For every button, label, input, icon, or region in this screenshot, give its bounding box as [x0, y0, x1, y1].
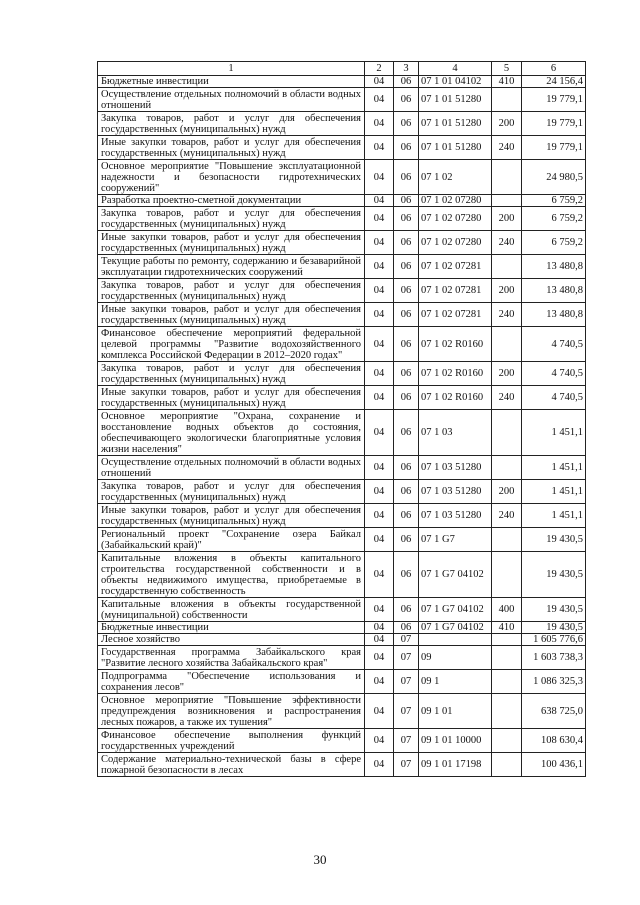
table-row: [98, 552, 586, 598]
section-code: 04: [365, 160, 394, 195]
table-row: [98, 729, 586, 753]
target-article-code: [419, 634, 492, 646]
item-name: Закупка товаров, работ и услуг для обеспечения государственных (муниципальных) нужд: [101, 112, 361, 135]
section-code: 04: [365, 136, 394, 160]
amount: 4 740,5: [522, 362, 586, 386]
column-header: 5: [492, 62, 522, 76]
column-header: 3: [394, 62, 419, 76]
subsection-code: 06: [394, 386, 419, 410]
section-code: 04: [365, 670, 394, 694]
amount: 13 480,8: [522, 255, 586, 279]
cell-item-name: [98, 303, 365, 327]
subsection-code: 06: [394, 231, 419, 255]
section-code: 04: [365, 195, 394, 207]
item-name: Основное мероприятие "Охрана, сохранение и восстановление водных объектов до состояния, обеспечивающего экологически благоприятные условия жизни населения": [101, 410, 361, 455]
target-article-code: 07 1 03 51280: [419, 456, 492, 480]
amount: 108 630,4: [522, 729, 586, 753]
item-name: Содержание материально-технической базы в сфере пожарной безопасности в лесах: [101, 753, 361, 776]
expense-type-code: [492, 694, 522, 729]
cell-item-name: [98, 753, 365, 777]
subsection-code: 06: [394, 88, 419, 112]
expense-type-code: [492, 410, 522, 456]
item-name: Осуществление отдельных полномочий в области водных отношений: [101, 88, 361, 111]
subsection-code: 06: [394, 410, 419, 456]
section-code: 04: [365, 255, 394, 279]
amount: 19 779,1: [522, 88, 586, 112]
subsection-code: 06: [394, 255, 419, 279]
column-header: 2: [365, 62, 394, 76]
item-name: Иные закупки товаров, работ и услуг для обеспечения государственных (муниципальных) нужд: [101, 231, 361, 254]
cell-item-name: [98, 694, 365, 729]
table-row: [98, 136, 586, 160]
section-code: 04: [365, 694, 394, 729]
expense-type-code: 240: [492, 231, 522, 255]
table-row: [98, 160, 586, 195]
section-code: 04: [365, 646, 394, 670]
section-code: 04: [365, 456, 394, 480]
expense-type-code: 240: [492, 136, 522, 160]
table-row: [98, 480, 586, 504]
subsection-code: 06: [394, 76, 419, 88]
item-name: Основное мероприятие "Повышение эффективности предупреждения возникновения и распространения лесных пожаров, а также их тушения": [101, 694, 361, 728]
expense-type-code: [492, 160, 522, 195]
amount: 19 430,5: [522, 598, 586, 622]
target-article-code: 07 1 G7 04102: [419, 622, 492, 634]
amount: 24 156,4: [522, 76, 586, 88]
cell-item-name: [98, 480, 365, 504]
section-code: 04: [365, 552, 394, 598]
cell-item-name: [98, 279, 365, 303]
subsection-code: 07: [394, 753, 419, 777]
column-header: 1: [98, 62, 365, 76]
cell-item-name: [98, 255, 365, 279]
cell-item-name: [98, 528, 365, 552]
item-name: Лесное хозяйство: [101, 634, 180, 645]
target-article-code: 09: [419, 646, 492, 670]
expense-type-code: [492, 88, 522, 112]
subsection-code: 06: [394, 622, 419, 634]
table-row: [98, 456, 586, 480]
subsection-code: 07: [394, 729, 419, 753]
target-article-code: 07 1 02 R0160: [419, 362, 492, 386]
subsection-code: 06: [394, 598, 419, 622]
subsection-code: 06: [394, 195, 419, 207]
subsection-code: 07: [394, 694, 419, 729]
item-name: Иные закупки товаров, работ и услуг для обеспечения государственных (муниципальных) нужд: [101, 303, 361, 326]
item-name: Текущие работы по ремонту, содержанию и безаварийной эксплуатации гидротехнических сооружений: [101, 255, 361, 278]
expense-type-code: 410: [492, 622, 522, 634]
target-article-code: 07 1 03 51280: [419, 480, 492, 504]
amount: 1 451,1: [522, 410, 586, 456]
target-article-code: 07 1 G7 04102: [419, 552, 492, 598]
cell-item-name: [98, 552, 365, 598]
section-code: 04: [365, 76, 394, 88]
expense-type-code: 200: [492, 480, 522, 504]
subsection-code: 06: [394, 504, 419, 528]
table-row: [98, 76, 586, 88]
item-name: Государственная программа Забайкальского края "Развитие лесного хозяйства Забайкальского края": [101, 646, 361, 669]
table-row: [98, 386, 586, 410]
target-article-code: 07 1 02 07280: [419, 231, 492, 255]
item-name: Иные закупки товаров, работ и услуг для обеспечения государственных (муниципальных) нужд: [101, 136, 361, 159]
expense-type-code: 200: [492, 207, 522, 231]
table-row: [98, 504, 586, 528]
section-code: 04: [365, 753, 394, 777]
cell-item-name: [98, 622, 365, 634]
amount: 4 740,5: [522, 386, 586, 410]
table-row: [98, 112, 586, 136]
expense-type-code: [492, 528, 522, 552]
expense-type-code: [492, 729, 522, 753]
table-row: [98, 598, 586, 622]
item-name: Иные закупки товаров, работ и услуг для обеспечения государственных (муниципальных) нужд: [101, 386, 361, 409]
section-code: 04: [365, 279, 394, 303]
amount: 19 430,5: [522, 552, 586, 598]
target-article-code: 09 1 01: [419, 694, 492, 729]
cell-item-name: [98, 634, 365, 646]
target-article-code: 07 1 02 07281: [419, 279, 492, 303]
expense-type-code: [492, 195, 522, 207]
amount: 6 759,2: [522, 207, 586, 231]
amount: 1 451,1: [522, 480, 586, 504]
item-name: Иные закупки товаров, работ и услуг для обеспечения государственных (муниципальных) нужд: [101, 504, 361, 527]
table-row: [98, 279, 586, 303]
section-code: 04: [365, 231, 394, 255]
subsection-code: 06: [394, 362, 419, 386]
table-row: [98, 528, 586, 552]
budget-table: [97, 61, 586, 777]
cell-item-name: [98, 410, 365, 456]
target-article-code: 07 1 02 07280: [419, 195, 492, 207]
subsection-code: 06: [394, 160, 419, 195]
subsection-code: 06: [394, 456, 419, 480]
table-row: [98, 634, 586, 646]
expense-type-code: 200: [492, 112, 522, 136]
section-code: 04: [365, 504, 394, 528]
expense-type-code: 400: [492, 598, 522, 622]
amount: 100 436,1: [522, 753, 586, 777]
expense-type-code: 240: [492, 386, 522, 410]
item-name: Региональный проект "Сохранение озера Байкал (Забайкальский край)": [101, 528, 361, 551]
subsection-code: 06: [394, 303, 419, 327]
target-article-code: 09 1 01 17198: [419, 753, 492, 777]
amount: 638 725,0: [522, 694, 586, 729]
item-name: Закупка товаров, работ и услуг для обеспечения государственных (муниципальных) нужд: [101, 207, 361, 230]
amount: 24 980,5: [522, 160, 586, 195]
cell-item-name: [98, 195, 365, 207]
target-article-code: 07 1 01 51280: [419, 88, 492, 112]
expense-type-code: [492, 327, 522, 362]
section-code: 04: [365, 327, 394, 362]
amount: 19 430,5: [522, 622, 586, 634]
section-code: 04: [365, 303, 394, 327]
item-name: Основное мероприятие "Повышение эксплуатационной надежности и безопасности гидротехнических сооружений": [101, 160, 361, 194]
expense-type-code: 240: [492, 504, 522, 528]
target-article-code: 07 1 01 04102: [419, 76, 492, 88]
target-article-code: 07 1 02 R0160: [419, 386, 492, 410]
column-number-row: [98, 62, 586, 76]
table-row: [98, 694, 586, 729]
item-name: Бюджетные инвестиции: [101, 76, 209, 87]
cell-item-name: [98, 729, 365, 753]
amount: 19 779,1: [522, 112, 586, 136]
cell-item-name: [98, 136, 365, 160]
target-article-code: 07 1 02: [419, 160, 492, 195]
expense-type-code: 200: [492, 279, 522, 303]
target-article-code: 07 1 G7 04102: [419, 598, 492, 622]
table-row: [98, 362, 586, 386]
item-name: Разработка проектно-сметной документации: [101, 195, 302, 206]
item-name: Подпрограмма "Обеспечение использования и сохранения лесов": [101, 670, 361, 693]
amount: 1 086 325,3: [522, 670, 586, 694]
section-code: 04: [365, 634, 394, 646]
item-name: Осуществление отдельных полномочий в области водных отношений: [101, 456, 361, 479]
subsection-code: 06: [394, 112, 419, 136]
target-article-code: 07 1 G7: [419, 528, 492, 552]
table-row: [98, 670, 586, 694]
target-article-code: 07 1 03: [419, 410, 492, 456]
amount: 6 759,2: [522, 231, 586, 255]
amount: 6 759,2: [522, 195, 586, 207]
amount: 13 480,8: [522, 303, 586, 327]
amount: 1 603 738,3: [522, 646, 586, 670]
target-article-code: 09 1: [419, 670, 492, 694]
item-name: Капитальные вложения в объекты государственной (муниципальной) собственности: [101, 598, 361, 621]
item-name: Бюджетные инвестиции: [101, 622, 209, 633]
section-code: 04: [365, 410, 394, 456]
amount: 19 779,1: [522, 136, 586, 160]
item-name: Финансовое обеспечение мероприятий федеральной целевой программы "Развитие водохозяйственного комплекса Российской Федерации в 2012–2020 годах": [101, 327, 361, 361]
expense-type-code: [492, 255, 522, 279]
section-code: 04: [365, 729, 394, 753]
section-code: 04: [365, 622, 394, 634]
amount: 13 480,8: [522, 279, 586, 303]
cell-item-name: [98, 160, 365, 195]
target-article-code: 07 1 02 07280: [419, 207, 492, 231]
cell-item-name: [98, 207, 365, 231]
column-header: 4: [419, 62, 492, 76]
cell-item-name: [98, 504, 365, 528]
amount: 19 430,5: [522, 528, 586, 552]
item-name: Капитальные вложения в объекты капитального строительства государственной собственности и в объекты недвижимого имущества, приобретаемые в государственную собственность: [101, 552, 361, 597]
expense-type-code: 410: [492, 76, 522, 88]
table-row: [98, 231, 586, 255]
table-row: [98, 622, 586, 634]
subsection-code: 07: [394, 646, 419, 670]
section-code: 04: [365, 112, 394, 136]
item-name: Закупка товаров, работ и услуг для обеспечения государственных (муниципальных) нужд: [101, 279, 361, 302]
page-number: 30: [313, 852, 327, 867]
column-header: 6: [522, 62, 586, 76]
amount: 1 451,1: [522, 456, 586, 480]
section-code: 04: [365, 480, 394, 504]
section-code: 04: [365, 386, 394, 410]
table-row: [98, 255, 586, 279]
table-row: [98, 753, 586, 777]
expense-type-code: [492, 552, 522, 598]
table-row: [98, 195, 586, 207]
expense-type-code: [492, 456, 522, 480]
cell-item-name: [98, 646, 365, 670]
cell-item-name: [98, 386, 365, 410]
amount: 4 740,5: [522, 327, 586, 362]
subsection-code: 06: [394, 327, 419, 362]
table-row: [98, 327, 586, 362]
target-article-code: 07 1 01 51280: [419, 136, 492, 160]
target-article-code: 07 1 02 07281: [419, 255, 492, 279]
expense-type-code: 240: [492, 303, 522, 327]
subsection-code: 07: [394, 670, 419, 694]
subsection-code: 06: [394, 528, 419, 552]
expense-type-code: [492, 753, 522, 777]
table-row: [98, 410, 586, 456]
subsection-code: 07: [394, 634, 419, 646]
subsection-code: 06: [394, 480, 419, 504]
expense-type-code: [492, 646, 522, 670]
expense-type-code: [492, 634, 522, 646]
section-code: 04: [365, 528, 394, 552]
expense-type-code: [492, 670, 522, 694]
amount: 1 451,1: [522, 504, 586, 528]
target-article-code: 07 1 03 51280: [419, 504, 492, 528]
table-row: [98, 646, 586, 670]
subsection-code: 06: [394, 279, 419, 303]
budget-table-page: [97, 61, 585, 777]
table-row: [98, 88, 586, 112]
table-row: [98, 207, 586, 231]
subsection-code: 06: [394, 207, 419, 231]
subsection-code: 06: [394, 552, 419, 598]
expense-type-code: 200: [492, 362, 522, 386]
cell-item-name: [98, 76, 365, 88]
target-article-code: 07 1 02 R0160: [419, 327, 492, 362]
cell-item-name: [98, 670, 365, 694]
cell-item-name: [98, 112, 365, 136]
subsection-code: 06: [394, 136, 419, 160]
item-name: Финансовое обеспечение выполнения функций государственных учреждений: [101, 729, 361, 752]
target-article-code: 07 1 02 07281: [419, 303, 492, 327]
target-article-code: 09 1 01 10000: [419, 729, 492, 753]
cell-item-name: [98, 598, 365, 622]
cell-item-name: [98, 88, 365, 112]
cell-item-name: [98, 231, 365, 255]
section-code: 04: [365, 88, 394, 112]
section-code: 04: [365, 362, 394, 386]
item-name: Закупка товаров, работ и услуг для обеспечения государственных (муниципальных) нужд: [101, 362, 361, 385]
cell-item-name: [98, 456, 365, 480]
cell-item-name: [98, 362, 365, 386]
section-code: 04: [365, 207, 394, 231]
table-row: [98, 303, 586, 327]
cell-item-name: [98, 327, 365, 362]
target-article-code: 07 1 01 51280: [419, 112, 492, 136]
item-name: Закупка товаров, работ и услуг для обеспечения государственных (муниципальных) нужд: [101, 480, 361, 503]
section-code: 04: [365, 598, 394, 622]
amount: 1 605 776,6: [522, 634, 586, 646]
